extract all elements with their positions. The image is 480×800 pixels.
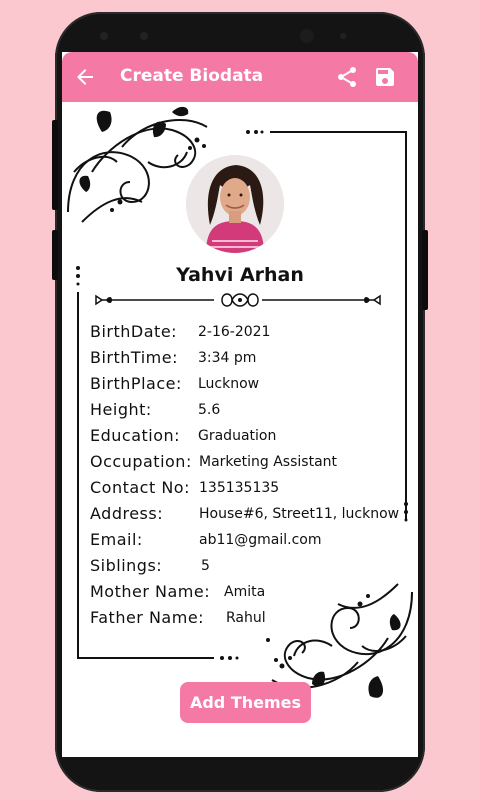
avatar — [186, 155, 284, 253]
field-label: BirthDate: — [90, 322, 178, 341]
field-label: Address: — [90, 504, 164, 523]
field-value: Graduation — [198, 428, 277, 444]
field-label: Father Name: — [90, 608, 205, 627]
add-themes-button[interactable]: Add Themes — [180, 682, 311, 723]
profile-name: Yahvi Arhan — [176, 264, 304, 286]
phone-side-button — [422, 230, 428, 310]
field-label: Mother Name: — [90, 582, 211, 601]
field-value: Amita — [224, 584, 266, 600]
page-title: Create Biodata — [120, 66, 264, 86]
app-screen — [62, 52, 418, 757]
field-label: Email: — [90, 530, 143, 549]
field-value: 2-16-2021 — [198, 324, 271, 340]
field-value: ab11@gmail.com — [199, 532, 322, 548]
field-value: Marketing Assistant — [199, 454, 338, 470]
field-label: Contact No: — [90, 478, 190, 497]
field-label: Siblings: — [90, 556, 163, 575]
field-label: Education: — [90, 426, 181, 445]
phone-side-button — [52, 230, 58, 280]
field-label: BirthPlace: — [90, 374, 182, 393]
phone-sensors — [100, 26, 380, 46]
field-value: 3:34 pm — [198, 350, 257, 366]
field-value: House#6, Street11, lucknow — [199, 506, 400, 522]
field-label: BirthTime: — [90, 348, 178, 367]
field-label: Occupation: — [90, 452, 192, 471]
field-value: Lucknow — [198, 376, 260, 392]
field-value: 135135135 — [199, 480, 280, 496]
field-value: 5 — [201, 558, 210, 574]
field-value: Rahul — [226, 610, 266, 626]
field-value: 5.6 — [198, 402, 221, 418]
profile-photo — [186, 155, 284, 253]
field-label: Height: — [90, 400, 152, 419]
phone-side-button — [52, 120, 58, 210]
